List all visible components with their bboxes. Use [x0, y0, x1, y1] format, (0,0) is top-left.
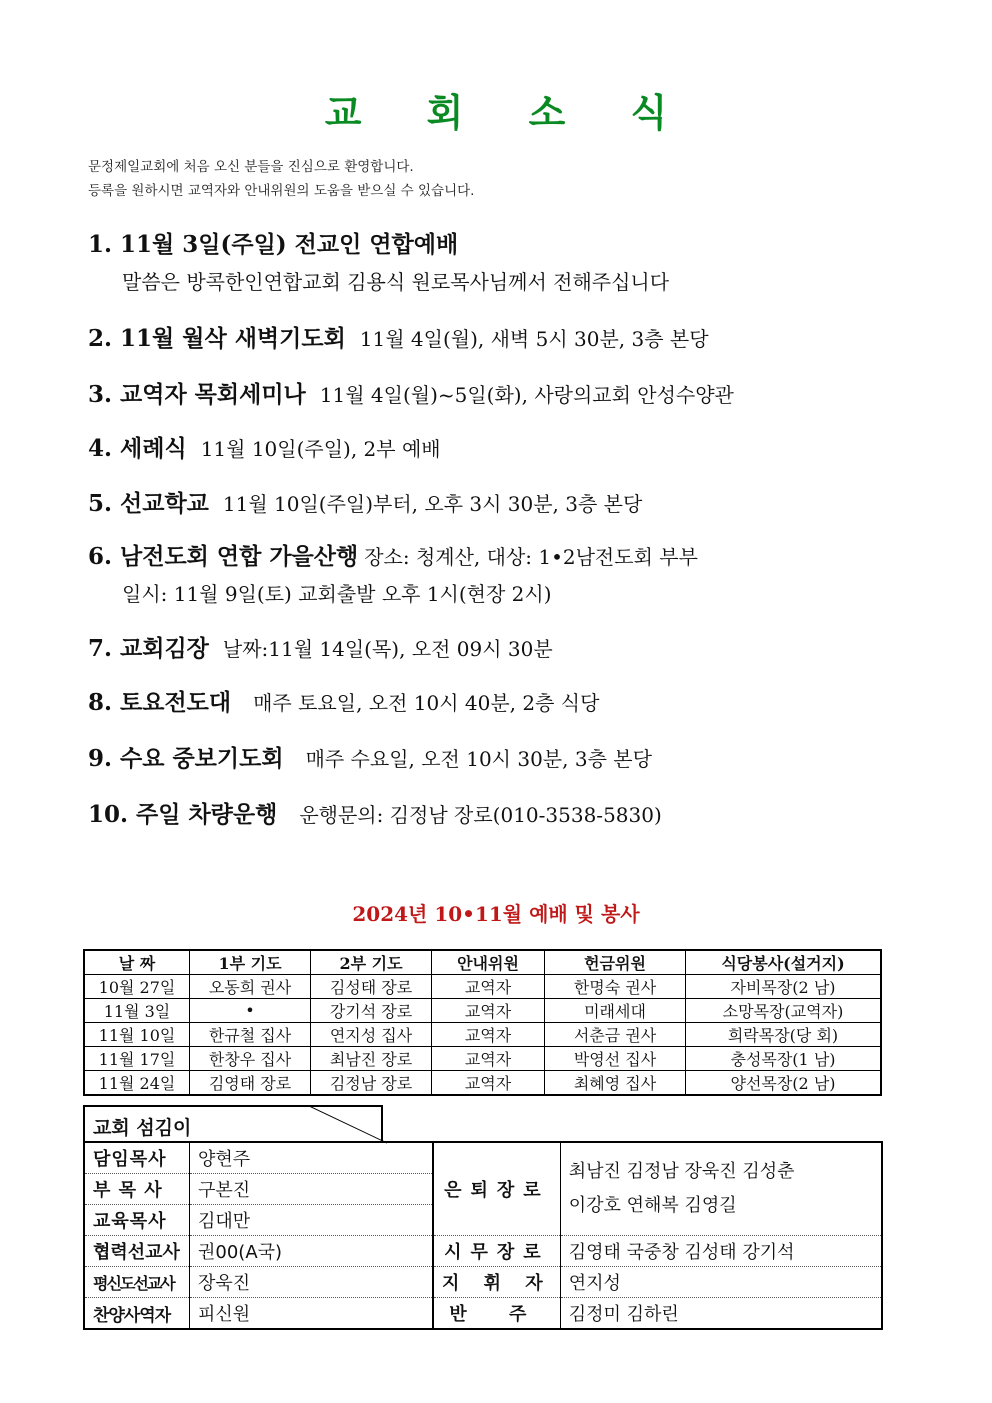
staff-value: 장욱진: [190, 1267, 434, 1298]
col-kitchen-header: 식당봉사(설거지): [686, 950, 882, 975]
staff-heading: 교회 섬김이: [93, 1117, 192, 1139]
staff-label: 지 휘 자: [433, 1267, 560, 1298]
notice-sub-1: 말씀은 방콕한인연합교회 김용식 원로목사님께서 전해주십니다: [122, 270, 670, 294]
notice-desc: 매주 토요일, 오전 10시 40분, 2층 식당: [253, 691, 600, 715]
table-row: [84, 999, 881, 1023]
staff-value: 권00(A국): [190, 1236, 434, 1267]
staff-value: 피신원: [190, 1298, 434, 1330]
notice-head: 3. 교역자 목회세미나: [88, 381, 306, 408]
welcome-line-1: 문정제일교회에 처음 오신 분들을 진심으로 환영합니다.: [88, 159, 414, 175]
notice-head: 8. 토요전도대: [88, 689, 232, 716]
staff-value: 김정미 김하린: [560, 1298, 882, 1330]
welcome-line-2: 등록을 원하시면 교역자와 안내위원의 도움을 받으실 수 있습니다.: [88, 183, 475, 199]
cell-prayer2: 김성태 장로: [311, 975, 432, 999]
cell-offering: 최혜영 집사: [545, 1071, 686, 1096]
cell-prayer2: 강기석 장로: [311, 999, 432, 1023]
staff-value: 연지성: [560, 1267, 882, 1298]
staff-value: 양현주: [190, 1142, 434, 1174]
cell-date: 11월 17일: [84, 1047, 190, 1071]
staff-label: 담임목사: [84, 1142, 190, 1174]
col-usher-header: 안내위원: [432, 950, 545, 975]
staff-row: [84, 1142, 882, 1174]
cell-prayer2: 연지성 집사: [311, 1023, 432, 1047]
cell-date: 11월 10일: [84, 1023, 190, 1047]
notice-item-10: [88, 796, 662, 829]
notice-item-2: [88, 320, 709, 353]
cell-usher: 교역자: [432, 975, 545, 999]
staff-label: 찬양사역자: [84, 1298, 190, 1330]
staff-row: [84, 1236, 882, 1267]
cell-offering: 미래세대: [545, 999, 686, 1023]
notice-item-4: [88, 430, 441, 463]
cell-date: 11월 3일: [84, 999, 190, 1023]
cell-kitchen: 양선목장(2 남): [686, 1071, 882, 1096]
retired-elders-label: 은퇴장로: [433, 1142, 560, 1236]
cell-usher: 교역자: [432, 999, 545, 1023]
cell-kitchen: 희락목장(당 회): [686, 1023, 882, 1047]
notice-head: 5. 선교학교: [88, 490, 209, 517]
notice-item-6: [88, 538, 698, 571]
retired-line-1: 최남진 김정남 장욱진 김성춘: [568, 1161, 795, 1182]
staff-row: [84, 1267, 882, 1298]
tab-diagonal-line: [309, 1105, 389, 1145]
staff-section: [83, 1105, 883, 1330]
staff-heading-tab: [83, 1105, 383, 1141]
notice-item-3: [88, 376, 734, 409]
cell-prayer1: •: [190, 999, 311, 1023]
cell-kitchen: 소망목장(교역자): [686, 999, 882, 1023]
cell-prayer1: 오동희 권사: [190, 975, 311, 999]
col-prayer2-header: 2부 기도: [311, 950, 432, 975]
staff-label: 반 주: [433, 1298, 560, 1330]
notice-desc: 매주 수요일, 오전 10시 30분, 3층 본당: [305, 747, 652, 771]
staff-label: 교육목사: [84, 1205, 190, 1236]
staff-label: 평신도선교사: [84, 1267, 190, 1298]
cell-prayer1: 김영태 장로: [190, 1071, 311, 1096]
notice-item-8: [88, 684, 599, 717]
cell-prayer1: 한창우 집사: [190, 1047, 311, 1071]
cell-prayer2: 김정남 장로: [311, 1071, 432, 1096]
cell-date: 10월 27일: [84, 975, 190, 999]
notice-sub-6: 일시: 11월 9일(토) 교회출발 오후 1시(현장 2시): [122, 582, 552, 606]
col-offering-header: 헌금위원: [545, 950, 686, 975]
cell-offering: 박영선 집사: [545, 1047, 686, 1071]
page-title: 교 회 소 식: [324, 91, 694, 135]
cell-kitchen: 자비목장(2 남): [686, 975, 882, 999]
cell-prayer2: 최남진 장로: [311, 1047, 432, 1071]
notice-head: 7. 교회김장: [88, 635, 209, 662]
notice-head: 9. 수요 중보기도회: [88, 745, 284, 772]
schedule-title: 2024년 10•11월 예배 및 봉사: [352, 902, 640, 926]
staff-row: [84, 1298, 882, 1330]
cell-kitchen: 충성목장(1 남): [686, 1047, 882, 1071]
notice-item-7: [88, 630, 553, 663]
cell-usher: 교역자: [432, 1047, 545, 1071]
notice-head: 1. 11월 3일(주일) 전교인 연합예배: [88, 231, 459, 258]
notice-head: 6. 남전도회 연합 가을산행: [88, 543, 359, 570]
staff-label: 부 목 사: [84, 1174, 190, 1205]
notice-desc: 운행문의: 김정남 장로(010-3538-5830): [299, 803, 662, 827]
table-row: [84, 1047, 881, 1071]
notice-head: 10. 주일 차량운행: [88, 801, 278, 828]
notice-desc: 날짜:11월 14일(목), 오전 09시 30분: [222, 637, 553, 661]
table-row: [84, 975, 881, 999]
cell-date: 11월 24일: [84, 1071, 190, 1096]
staff-label: 협력선교사: [84, 1236, 190, 1267]
notice-head: 2. 11월 월삭 새벽기도회: [88, 325, 346, 352]
col-prayer1-header: 1부 기도: [190, 950, 311, 975]
notice-desc: 11월 10일(주일)부터, 오후 3시 30분, 3층 본당: [222, 492, 643, 516]
table-row: [84, 1023, 881, 1047]
notice-desc: 11월 10일(주일), 2부 예배: [200, 437, 441, 461]
cell-offering: 한명숙 권사: [545, 975, 686, 999]
staff-value: 김대만: [190, 1205, 434, 1236]
table-row: [84, 1071, 881, 1096]
table-header-row: [84, 950, 881, 975]
staff-label: 시무장로: [433, 1236, 560, 1267]
retired-line-2: 이강호 연해복 김영길: [568, 1195, 737, 1216]
notice-item-1: [88, 226, 458, 259]
notice-desc: 11월 4일(월), 새벽 5시 30분, 3층 본당: [359, 327, 709, 351]
notice-desc: 11월 4일(월)~5일(화), 사랑의교회 안성수양관: [319, 383, 734, 407]
notice-item-9: [88, 740, 652, 773]
cell-usher: 교역자: [432, 1071, 545, 1096]
cell-offering: 서춘금 권사: [545, 1023, 686, 1047]
schedule-table: [83, 949, 882, 1096]
col-date-header: 날 짜: [84, 950, 190, 975]
retired-elders-value: [560, 1142, 882, 1236]
notice-head: 4. 세례식: [88, 435, 187, 462]
notice-item-5: [88, 485, 642, 518]
notice-desc: 장소: 청계산, 대상: 1•2남전도회 부부: [364, 545, 698, 569]
staff-table: [83, 1141, 883, 1330]
cell-prayer1: 한규철 집사: [190, 1023, 311, 1047]
staff-value: 김영태 국중창 김성태 강기석: [560, 1236, 882, 1267]
cell-usher: 교역자: [432, 1023, 545, 1047]
staff-value: 구본진: [190, 1174, 434, 1205]
